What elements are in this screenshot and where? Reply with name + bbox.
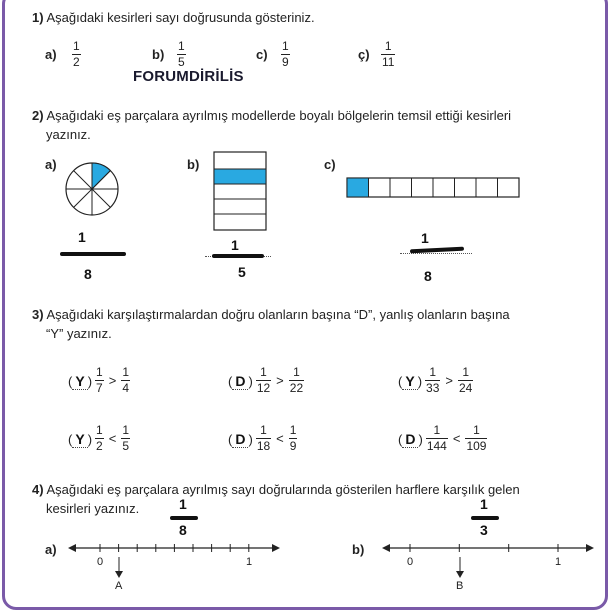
q2-b-answer-bar [212,254,264,258]
answer-slot[interactable]: ( Y ) [68,372,93,389]
comparison-item [398,366,473,395]
q1-a-fraction: 1 2 [73,39,80,69]
q1-cc-fraction: 1 11 [382,39,395,69]
q1-c-fraction: 1 9 [282,39,289,69]
comparison-operator: > [108,373,117,388]
left-fraction: $\frac{1}{12}$ [256,365,271,395]
left-fraction: $\frac{1}{144}$ [426,423,447,453]
answer-letter: Y [75,430,85,447]
comparison-operator: > [445,373,453,388]
q2-c-answer-num: 1 [421,230,429,246]
q2-b-answer-den: 5 [238,264,246,280]
answer-slot[interactable]: ( Y ) [398,372,423,389]
q4-b-label: b) [352,542,365,557]
q4-b-answer-bar [471,516,499,520]
answer-slot[interactable]: ( D ) [398,430,423,447]
pie-model [64,161,120,217]
q4-a-one: 1 [246,556,253,568]
left-fraction: $\frac{1}{18}$ [256,423,271,453]
q2-c-answer-den: 8 [424,268,432,284]
left-fraction: $\frac{1}{7}$ [96,365,103,395]
q1-b-fraction: 1 5 [178,39,185,69]
comparison-item [68,366,130,395]
comparison-operator: < [276,431,284,446]
q4-a-label: a) [45,542,57,557]
q1-a-label: a) [45,47,57,62]
q4-b-one: 1 [555,556,562,568]
arrow-down-icon [455,557,465,579]
watermark: FORUMDİRİLİS [133,68,244,85]
right-fraction: $\frac{1}{24}$ [458,365,473,395]
q3-text: 3) Aşağıdaki karşılaştırmalardan doğru olanların başına “D”, yanlış olanların başına “Y” yazınız. [32,307,510,341]
answer-slot[interactable]: ( D ) [228,372,253,389]
q2-a-label: a) [45,157,57,172]
answer-slot[interactable]: ( D ) [228,430,253,447]
left-fraction: $\frac{1}{33}$ [426,365,440,395]
comparison-operator: < [108,431,117,446]
q2-a-answer-den: 8 [84,266,92,282]
q4-a-zero: 0 [97,556,104,568]
strip-model [346,177,522,199]
comparison-item [398,424,487,453]
bar-stack-model [213,151,267,231]
q2-a-answer-bar [60,252,126,256]
number-line-b [382,538,594,558]
comparison-item [228,424,297,453]
answer-slot[interactable]: ( Y ) [68,430,93,447]
answer-letter: D [405,430,416,447]
comparison-operator: < [452,431,461,446]
answer-letter: D [235,372,246,389]
q4-a-answer-num: 1 [179,496,187,512]
left-fraction: $\frac{1}{2}$ [96,423,103,453]
q4-a-answer-den: 8 [179,522,187,538]
right-fraction: $\frac{1}{5}$ [122,423,129,453]
q1-c-label: c) [256,47,268,62]
answer-letter: Y [405,372,415,389]
q4-a-answer-bar [170,516,198,520]
right-fraction: $\frac{1}{4}$ [122,365,129,395]
q1-b-label: b) [152,47,165,62]
q4-b-letter: B [456,580,464,592]
q4-a-letter: A [115,580,123,592]
comparison-item [228,366,304,395]
right-fraction: $\frac{1}{9}$ [289,423,297,453]
number-line-a [68,538,280,558]
q4-text: 4) Aşağıdaki eş parçalara ayrılmış sayı doğrularında gösterilen harflere karşılık gelen kesirleri yazınız. [32,482,520,516]
answer-letter: Y [75,372,85,389]
q2-b-answer-num: 1 [231,237,239,253]
answer-letter: D [235,430,246,447]
comparison-operator: > [276,373,284,388]
q1-cc-label: ç) [358,47,370,62]
q4-b-answer-den: 3 [480,522,488,538]
q4-b-answer-num: 1 [480,496,488,512]
right-fraction: $\frac{1}{22}$ [289,365,304,395]
q4-b-zero: 0 [407,556,414,568]
arrow-down-icon [114,557,124,579]
q2-b-label: b) [187,157,200,172]
q2-a-answer-num: 1 [78,229,86,245]
comparison-item [68,424,130,453]
q2-c-label: c) [324,157,336,172]
right-fraction: $\frac{1}{109}$ [466,423,487,453]
q1-text: 1) Aşağıdaki kesirleri sayı doğrusunda gösteriniz. [32,10,315,25]
q2-text: 2) Aşağıdaki eş parçalara ayrılmış modellerde boyalı bölgelerin temsil ettiği kesirleri yazınız. [32,108,512,142]
